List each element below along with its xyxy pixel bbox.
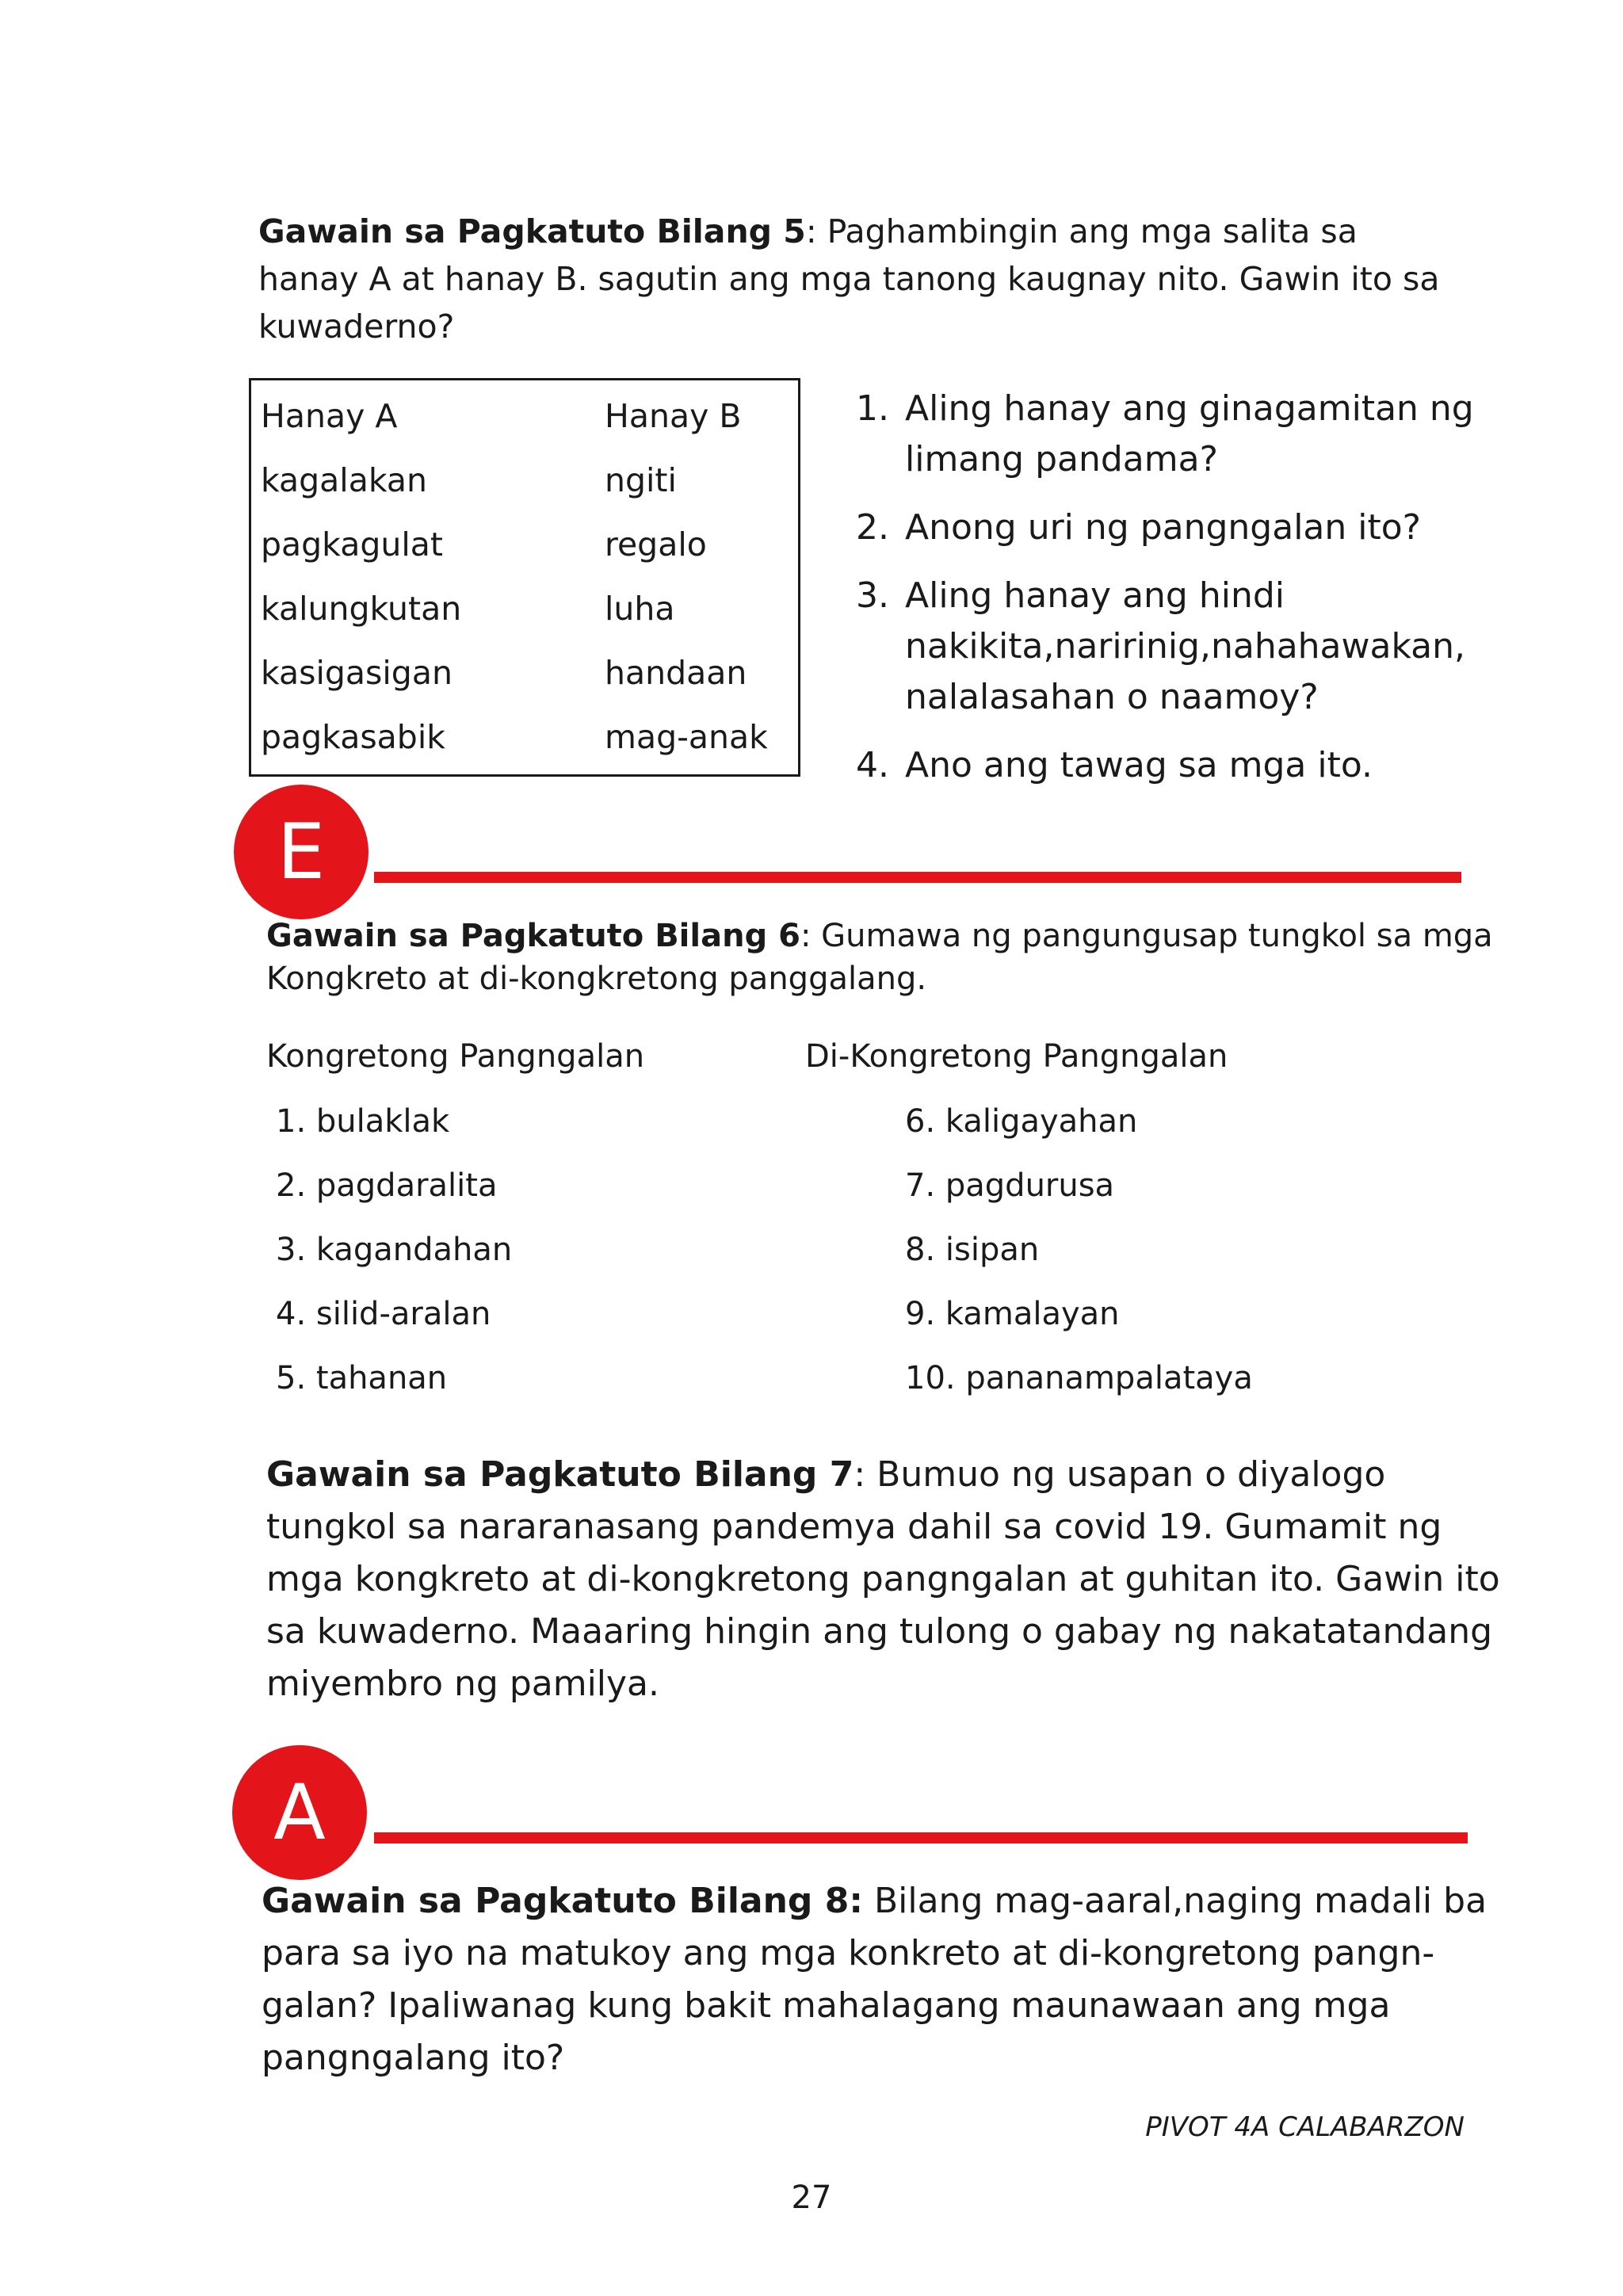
question-text: Aling hanay ang ginagamitan ng limang pandama? — [905, 388, 1474, 479]
gawain-5-text: : Paghambingin ang mga salita sa hanay A at hanay B. sagutin ang mga tanong kaugnay nito. Gawin ito sa kuwaderno? — [258, 212, 1440, 346]
list-item: 8. isipan — [905, 1232, 1040, 1268]
hanay-b-header: Hanay B — [605, 397, 742, 435]
table-cell: regalo — [605, 525, 707, 563]
kongreto-heading: Kongretong Pangngalan — [266, 1038, 645, 1075]
gawain-6-instructions — [266, 915, 1503, 1000]
list-item: 3. kagandahan — [276, 1232, 513, 1268]
table-cell: ngiti — [605, 461, 677, 499]
question-number: 2. — [856, 507, 889, 548]
question-number: 4. — [856, 745, 889, 785]
question-item — [856, 384, 1490, 485]
question-number: 1. — [856, 388, 889, 429]
list-item: 1. bulaklak — [276, 1103, 450, 1140]
table-cell: luha — [605, 590, 675, 628]
question-text: Aling hanay ang hindi nakikita,naririnig,nahahawakan, nalalasahan o naamoy? — [905, 575, 1466, 717]
question-number: 3. — [856, 575, 889, 616]
gawain-7-label: Gawain sa Pagkatuto Bilang 7 — [266, 1454, 854, 1495]
table-cell: pagkasabik — [261, 718, 445, 756]
table-cell: kasigasigan — [261, 654, 453, 692]
section-a-divider — [374, 1832, 1468, 1843]
hanay-table — [249, 378, 800, 777]
hanay-a-header: Hanay A — [261, 397, 398, 435]
gawain-5-label: Gawain sa Pagkatuto Bilang 5 — [258, 212, 806, 250]
list-item: 6. kaligayahan — [905, 1103, 1138, 1140]
section-e-divider — [374, 872, 1461, 883]
question-text: Ano ang tawag sa mga ito. — [905, 745, 1373, 785]
table-cell: kalungkutan — [261, 590, 462, 628]
table-cell: pagkagulat — [261, 525, 443, 563]
dikongreto-heading: Di-Kongretong Pangngalan — [805, 1038, 1228, 1075]
section-a-badge: A — [232, 1745, 367, 1880]
question-item — [856, 740, 1490, 791]
gawain-7-text: : Bumuo ng usapan o diyalogo tungkol sa nararanasang pandemya dahil sa covid 19. Gumamit ng mga kongkreto at di-kongkretong pangngalan at guhitan ito. Gawin ito sa kuwaderno. Maaaring hingin ang tulong o gabay ng nakatatandang miyembro ng pamilya. — [266, 1454, 1500, 1704]
question-text: Anong uri ng pangngalan ito? — [905, 507, 1421, 548]
gawain-6-text: : Gumawa ng pangungusap tungkol sa mga Kongkreto at di-kongkretong panggalang. — [266, 918, 1493, 997]
list-item: 4. silid-aralan — [276, 1296, 491, 1332]
gawain-7-instructions — [266, 1449, 1503, 1710]
gawain-8-instructions — [262, 1875, 1498, 2084]
list-item: 10. pananampalataya — [905, 1360, 1253, 1396]
list-item: 7. pagdurusa — [905, 1167, 1115, 1204]
list-item: 9. kamalayan — [905, 1296, 1120, 1332]
section-e-badge: E — [234, 785, 369, 919]
list-item: 2. pagdaralita — [276, 1167, 498, 1204]
question-item — [856, 571, 1490, 723]
table-cell: handaan — [605, 654, 747, 692]
question-list — [856, 384, 1490, 808]
question-item — [856, 502, 1490, 553]
page-number: 27 — [791, 2179, 832, 2216]
footer-publisher: PIVOT 4A CALABARZON — [1145, 2111, 1465, 2143]
gawain-5-instructions — [258, 208, 1463, 350]
gawain-8-label: Gawain sa Pagkatuto Bilang 8: — [262, 1881, 863, 1921]
list-item: 5. tahanan — [276, 1360, 448, 1396]
table-cell: mag-anak — [605, 718, 768, 756]
gawain-6-label: Gawain sa Pagkatuto Bilang 6 — [266, 918, 800, 954]
table-cell: kagalakan — [261, 461, 427, 499]
gawain-8-text: Bilang mag-aaral,naging madali ba para sa iyo na matukoy ang mga konkreto at di-kongretong pangn-galan? Ipaliwanag kung bakit mahalagang maunawaan ang mga pangngalang ito? — [262, 1881, 1487, 2078]
